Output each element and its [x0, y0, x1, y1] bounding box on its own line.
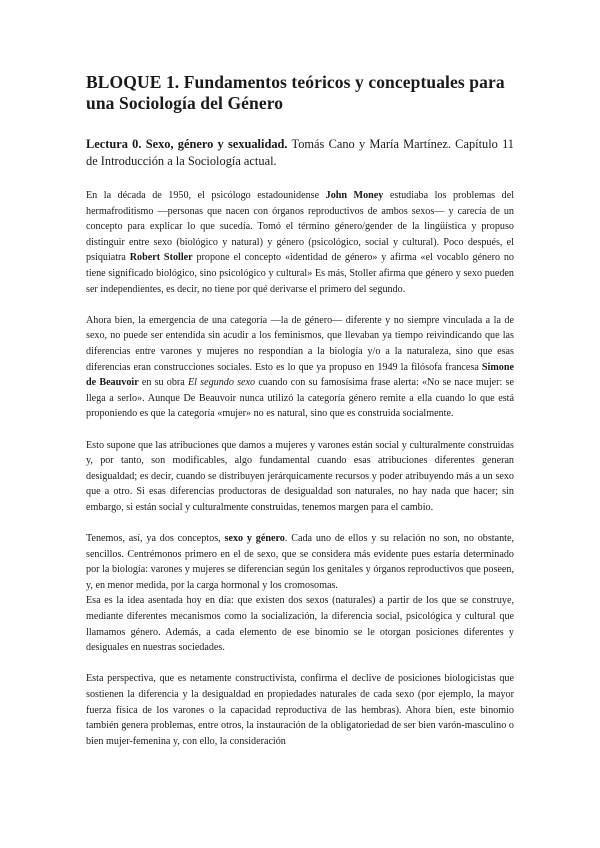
paragraph-6 [86, 671, 514, 749]
bold-terms-sexo-genero: sexo y género [224, 533, 285, 545]
paragraph-text: En la década de 1950, el psicólogo estadounidense [86, 190, 326, 201]
paragraph-text: estudiaba los problemas del hermafroditismo —personas que nacen con órganos reproductivos de ambos sexos— y carecía de un concepto para explicar lo que sucedía. Tomó el término género/gender de la lingüística y propuso distinguir entre sexo (biológico y natural) y género (psicológico, social y cultural). Poco después, el psiquiatra [86, 190, 515, 264]
paragraph-text: cuando con su famosísima frase alerta: «No se nace mujer: se llega a serlo». Aunque De Beauvoir nunca utilizó la categoría género remite a ella cuando lo que está proponiendo es que la categoría «mujer» no es natural, sino que es construida socialmente. [86, 377, 514, 420]
paragraph-text: en su obra [138, 377, 188, 389]
italic-book-title: El segundo sexo [188, 377, 256, 389]
paragraph-text: Esta perspectiva, que es netamente constructivista, confirma el declive de posiciones biologicistas que sostienen la diferencia y la desigualdad en propiedades naturales de cada sexo (por ejemplo, la mayor fuerza física de los varones o la capacidad reproductiva de las hembras). Ahora bien, este binomio también genera problemas, entre otros, la instauración de la obligatoriedad de ser bien varón-masculino o bien mujer-femenina y, con ello, la consideración [86, 673, 514, 747]
paragraph-text: Ahora bien, la emergencia de una categoría —la de género— diferente y no siempre vinculada a la de sexo, no puede ser entendida sin acudir a los feminismos, que llevaban ya tiempo reivindicando que las diferencias entre varones y mujeres no respondían a la biología y/o a la naturaleza, sino que esas diferencias eran construcciones sociales. Esto es lo que ya propuso en 1949 la filósofa francesa [86, 314, 514, 373]
paragraph-3 [86, 438, 514, 516]
paragraph-1 [86, 188, 514, 297]
paragraph-text: Esto supone que las atribuciones que damos a mujeres y varones están social y culturalmente construidas y, por tanto, son modificables, algo fundamental cuando esas atribuciones diferentes generan desigualdad; es decir, cuando se distribuyen jerárquicamente recursos y poder atribuyendo más a un sexo que a otro. Si esas diferencias productoras de desigualdad son naturales, no hay nada que hacer; sin embargo, si están social y culturalmente construidas, tenemos margen para el cambio. [86, 439, 514, 513]
reading-title: Lectura 0. Sexo, género y sexualidad. [86, 137, 288, 151]
bold-name-simone-de-beauvoir: Simone de Beauvoir [86, 361, 514, 389]
paragraph-text: propone el concepto «identidad de género» y afirma «el vocablo género no tiene significado biológico, sino psicológico y cultural» Es más, Stoller afirma que género y sexo pueden ser independientes, es decir, no tiene por qué derivarse el primero del segundo. [86, 252, 514, 295]
paragraph-text: Esa es la idea asentada hoy en día: que existen dos sexos (naturales) a partir de los que se construye, mediante diferentes mecanismos como la socialización, la diferencia social, psicológica y cultural que llamamos género. Además, a cada elemento de ese binomio se le otorgan posiciones diferentes y desiguales en nuestras sociedades. [86, 595, 514, 654]
bold-name-john-money: John Money [325, 190, 384, 201]
section-heading: BLOQUE 1. Fundamentos teóricos y conceptuales para una Sociología del Género [86, 72, 505, 113]
paragraph-5 [86, 593, 514, 655]
paragraph-text: Tenemos, así, ya dos conceptos, [86, 533, 225, 545]
paragraph-4 [86, 531, 514, 593]
paragraph-text: . Cada uno de ellos y su relación no son, no obstante, sencillos. Centrémonos primero en el de sexo, que se considera más evidente pues estaría determinado por la biología: varones y mujeres se diferencian según los genitales y órganos reproductivos que poseen, y, en menor medida, por la carga hormonal y los cromosomas. [86, 533, 514, 591]
reading-reference [86, 136, 514, 170]
paragraph-2 [86, 313, 514, 422]
reading-citation: Tomás Cano y María Martínez. Capítulo 11 de Introducción a la Sociología actual. [86, 137, 515, 168]
bold-name-robert-stoller: Robert Stoller [129, 252, 193, 264]
